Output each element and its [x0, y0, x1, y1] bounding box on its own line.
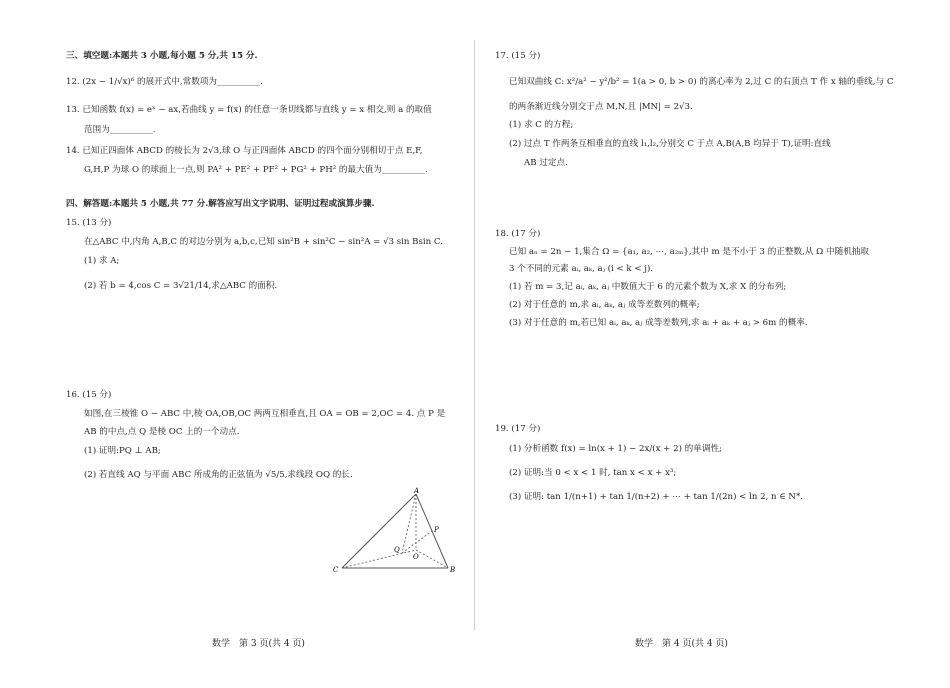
- page-4: [476, 0, 950, 688]
- question-17-part-2-line-2: AB 过定点.: [524, 158, 568, 168]
- section-3-header: 三、填空题:本题共 3 小题,每小题 5 分,共 15 分.: [66, 51, 258, 61]
- question-19-part-3: (3) 证明: tan 1/(n+1) + tan 1/(n+2) + ⋯ + tan 1/(2n) < ln 2, n ∈ N*.: [509, 492, 803, 502]
- question-16-line-1: 如图,在三棱锥 O − ABC 中,棱 OA,OB,OC 两两互相垂直,且 OA = OB = 2,OC = 4. 点 P 是: [84, 409, 446, 419]
- question-17-part-2-line-1: (2) 过点 T 作两条互相垂直的直线 l₁,l₂,分别交 C 于点 A,B(A,B 均异于 T),证明:直线: [509, 139, 831, 149]
- question-18-line-1: 已知 aₙ = 2n − 1,集合 Ω = {a₁, a₂, ⋯, a₂ₘ},其中 m 是不小于 3 的正整数,从 Ω 中随机抽取: [509, 247, 869, 257]
- label-B: B: [450, 566, 456, 574]
- question-15-stem: 在△ABC 中,内角 A,B,C 的对边分别为 a,b,c,已知 sin²B + sin²C − sin²A = √3 sin Bsin C.: [84, 237, 443, 247]
- question-13-line-2: 范围为__________.: [84, 125, 156, 135]
- question-16-title: 16. (15 分): [66, 390, 112, 400]
- page-3-footer: 数学 第 3 页(共 4 页): [212, 639, 305, 649]
- question-18-part-1: (1) 若 m = 3,记 aᵢ, aₖ, aⱼ 中数值大于 6 的元素个数为 X,求 X 的分布列;: [509, 282, 787, 292]
- label-C: C: [333, 566, 339, 574]
- page-divider: [474, 40, 475, 630]
- label-P: P: [434, 526, 439, 534]
- question-15-title: 15. (13 分): [66, 218, 112, 228]
- question-18-part-2: (2) 对于任意的 m,求 aᵢ, aₖ, aⱼ 成等差数列的概率;: [509, 300, 700, 310]
- label-A: A: [414, 487, 420, 495]
- question-17-title: 17. (15 分): [495, 51, 541, 61]
- question-12: 12. (2x − 1/√x)⁶ 的展开式中,常数项为__________.: [66, 77, 263, 87]
- question-19-title: 19. (17 分): [495, 424, 541, 434]
- question-17-line-2: 的两条渐近线分别交于点 M,N,且 |MN| = 2√3.: [509, 102, 693, 112]
- page-3: [0, 0, 474, 688]
- question-14-line-1: 14. 已知正四面体 ABCD 的棱长为 2√3,球 O 与正四面体 ABCD 的四个面分别相切于点 E,F,: [66, 146, 423, 156]
- edge-CO: [342, 550, 416, 568]
- segment-AQ: [402, 494, 416, 553]
- question-15-part-1: (1) 求 A;: [84, 256, 120, 266]
- question-18-line-2: 3 个不同的元素 aᵢ, aₖ, aⱼ (i < k < j).: [509, 264, 654, 274]
- tetrahedron-figure: [330, 486, 460, 578]
- question-17-part-1: (1) 求 C 的方程;: [509, 120, 574, 130]
- edge-OB: [416, 550, 448, 568]
- section-4-header: 四、解答题:本题共 5 小题,共 77 分.解答应写出文字说明、证明过程或演算步骤.: [66, 199, 375, 209]
- question-14-line-2: G,H,P 为球 O 的球面上一点,则 PA² + PE² + PF² + PG² + PH² 的最大值为__________.: [84, 165, 428, 175]
- question-16-part-1: (1) 证明:PQ ⊥ AB;: [84, 446, 161, 456]
- label-O: O: [413, 553, 419, 561]
- label-Q: Q: [394, 546, 400, 554]
- question-16-line-2: AB 的中点,点 Q 是棱 OC 上的一个动点.: [84, 427, 240, 437]
- question-17-line-1: 已知双曲线 C: x²/a² − y²/b² = 1(a > 0, b > 0) 的离心率为 2,过 C 的右顶点 T 作 x 轴的垂线,与 C: [509, 77, 894, 87]
- question-19-part-2: (2) 证明:当 0 < x < 1 时, tan x < x + x³;: [509, 468, 677, 478]
- question-16-part-2: (2) 若直线 AQ 与平面 ABC 所成角的正弦值为 √5/5,求线段 OQ 的长.: [84, 470, 353, 480]
- edge-AC: [342, 494, 416, 568]
- question-15-part-2: (2) 若 b = 4,cos C = 3√21/14,求△ABC 的面积.: [84, 281, 278, 291]
- page-4-footer: 数学 第 4 页(共 4 页): [635, 639, 728, 649]
- question-13-line-1: 13. 已知函数 f(x) = eˣ − ax,若曲线 y = f(x) 的任意一条切线都与直线 y = x 相交,则 a 的取值: [66, 105, 432, 115]
- question-18-title: 18. (17 分): [495, 229, 541, 239]
- question-19-part-1: (1) 分析函数 f(x) = ln(x + 1) − 2x/(x + 2) 的单调性;: [509, 444, 722, 454]
- question-18-part-3: (3) 对于任意的 m,若已知 aᵢ, aₖ, aⱼ 成等差数列,求 aᵢ + aₖ + aⱼ > 6m 的概率.: [509, 318, 808, 328]
